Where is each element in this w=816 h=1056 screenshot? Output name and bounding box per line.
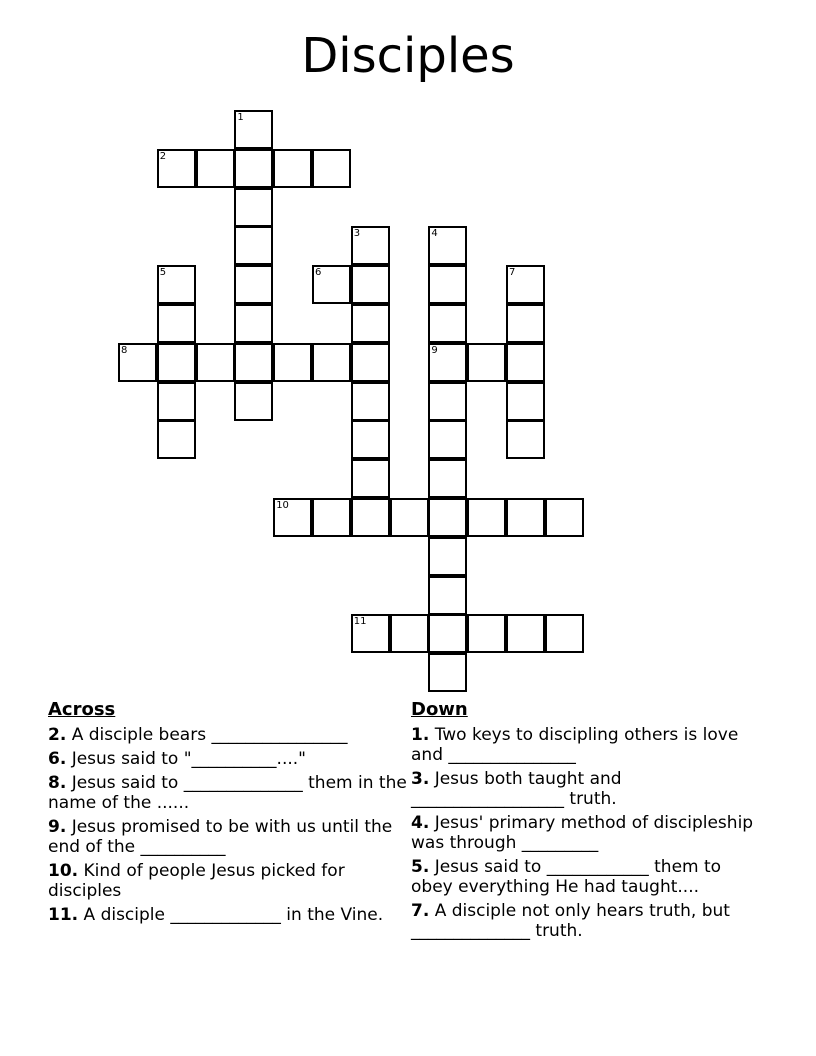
clue-text: Jesus promised to be with us until the end of the __________	[48, 817, 393, 857]
clue-text: Jesus said to "__________...."	[71, 749, 306, 769]
grid-cell[interactable]	[428, 420, 467, 459]
grid-cell[interactable]	[351, 498, 390, 537]
puzzle-title: Disciples	[301, 28, 515, 84]
cell-number: 8	[121, 344, 128, 356]
clue-number: 10.	[48, 861, 79, 881]
cell-number: 10	[276, 500, 289, 511]
grid-cell[interactable]	[312, 149, 351, 188]
grid-cell[interactable]	[157, 420, 196, 459]
grid-cell[interactable]	[196, 343, 235, 382]
across-clue	[48, 817, 408, 857]
clue-text: Jesus said to ____________ them to obey everything He had taught....	[411, 857, 722, 897]
cell-number: 2	[159, 150, 167, 162]
grid-cell[interactable]	[157, 343, 196, 382]
grid-cell[interactable]	[234, 304, 273, 343]
down-clue	[411, 769, 761, 809]
clue-text: Kind of people Jesus picked for disciples	[48, 861, 345, 901]
grid-cell[interactable]	[428, 614, 467, 653]
down-clues	[411, 700, 761, 945]
grid-cell[interactable]	[506, 343, 545, 382]
grid-cell[interactable]	[273, 498, 312, 537]
grid-cell[interactable]	[506, 420, 545, 459]
grid-cell[interactable]	[312, 498, 351, 537]
cell-number: 5	[159, 267, 167, 279]
across-clue	[48, 905, 408, 925]
grid-cell[interactable]	[506, 498, 545, 537]
clue-number: 6.	[48, 749, 67, 769]
grid-cell[interactable]	[506, 265, 545, 304]
clue-number: 5.	[411, 857, 430, 877]
grid-cell[interactable]	[390, 614, 429, 653]
grid-cell[interactable]	[351, 614, 390, 653]
grid-cell[interactable]	[428, 498, 467, 537]
grid-cell[interactable]	[312, 343, 351, 382]
grid-cell[interactable]	[351, 343, 390, 382]
clue-text: A disciple not only hears truth, but ______________ truth.	[411, 901, 730, 941]
grid-cell[interactable]	[506, 382, 545, 421]
cell-number: 3	[353, 228, 361, 240]
grid-cell[interactable]	[428, 343, 467, 382]
down-clue	[411, 813, 761, 853]
cell-number: 4	[431, 228, 438, 240]
grid-cell[interactable]	[506, 304, 545, 343]
down-clue	[411, 857, 761, 897]
grid-cell[interactable]	[467, 343, 506, 382]
grid-cell[interactable]	[118, 343, 157, 382]
grid-cell[interactable]	[273, 343, 312, 382]
clue-number: 7.	[411, 901, 430, 921]
grid-cell[interactable]	[312, 265, 351, 304]
grid-cell[interactable]	[428, 576, 467, 615]
grid-cell[interactable]	[351, 304, 390, 343]
grid-cell[interactable]	[273, 149, 312, 188]
grid-cell[interactable]	[428, 537, 467, 576]
clue-number: 8.	[48, 773, 67, 793]
grid-cell[interactable]	[351, 420, 390, 459]
clue-text: Jesus said to ______________ them in the name of the ......	[48, 773, 407, 813]
down-heading: Down	[411, 699, 468, 720]
grid-cell[interactable]	[234, 226, 273, 265]
grid-cell[interactable]	[234, 188, 273, 227]
across-heading: Across	[48, 699, 116, 720]
grid-cell[interactable]	[351, 459, 390, 498]
grid-cell[interactable]	[351, 382, 390, 421]
grid-cell[interactable]	[545, 614, 584, 653]
clue-text: A disciple _____________ in the Vine.	[83, 905, 384, 925]
grid-cell[interactable]	[545, 498, 584, 537]
grid-cell[interactable]	[351, 265, 390, 304]
cell-number: 6	[315, 267, 322, 279]
grid-cell[interactable]	[234, 265, 273, 304]
clue-text: A disciple bears ________________	[71, 725, 348, 745]
clue-text: Jesus both taught and __________________ truth.	[411, 769, 622, 809]
across-clue	[48, 749, 408, 769]
grid-cell[interactable]	[157, 265, 196, 304]
across-clue	[48, 861, 408, 901]
grid-cell[interactable]	[467, 614, 506, 653]
cell-number: 9	[431, 344, 438, 356]
clue-text: Two keys to discipling others is love and _______________	[411, 725, 739, 765]
grid-cell[interactable]	[157, 382, 196, 421]
clue-number: 9.	[48, 817, 67, 837]
cell-number: 7	[509, 267, 516, 279]
down-clue	[411, 901, 761, 941]
grid-cell[interactable]	[467, 498, 506, 537]
grid-cell[interactable]	[428, 304, 467, 343]
grid-cell[interactable]	[351, 226, 390, 265]
cell-number: 1	[237, 112, 244, 123]
clue-number: 1.	[411, 725, 430, 745]
down-clue	[411, 725, 761, 765]
grid-cell[interactable]	[157, 304, 196, 343]
grid-cell[interactable]	[234, 343, 273, 382]
grid-cell[interactable]	[428, 653, 467, 692]
clue-number: 2.	[48, 725, 67, 745]
grid-cell[interactable]	[157, 149, 196, 188]
clue-text: Jesus' primary method of discipleship was through _________	[411, 813, 754, 853]
grid-cell[interactable]	[428, 226, 467, 265]
grid-cell[interactable]	[234, 149, 273, 188]
grid-cell[interactable]	[428, 459, 467, 498]
cell-number: 11	[353, 616, 367, 628]
clue-number: 4.	[411, 813, 430, 833]
grid-cell[interactable]	[196, 149, 235, 188]
across-clues	[48, 700, 408, 929]
across-clue	[48, 773, 408, 813]
clue-number: 3.	[411, 769, 430, 789]
across-clue	[48, 725, 408, 745]
grid-cell[interactable]	[234, 382, 273, 421]
grid-cell[interactable]	[428, 265, 467, 304]
grid-cell[interactable]	[390, 498, 429, 537]
grid-cell[interactable]	[428, 382, 467, 421]
grid-cell[interactable]	[234, 110, 273, 149]
clue-number: 11.	[48, 905, 79, 925]
grid-cell[interactable]	[506, 614, 545, 653]
